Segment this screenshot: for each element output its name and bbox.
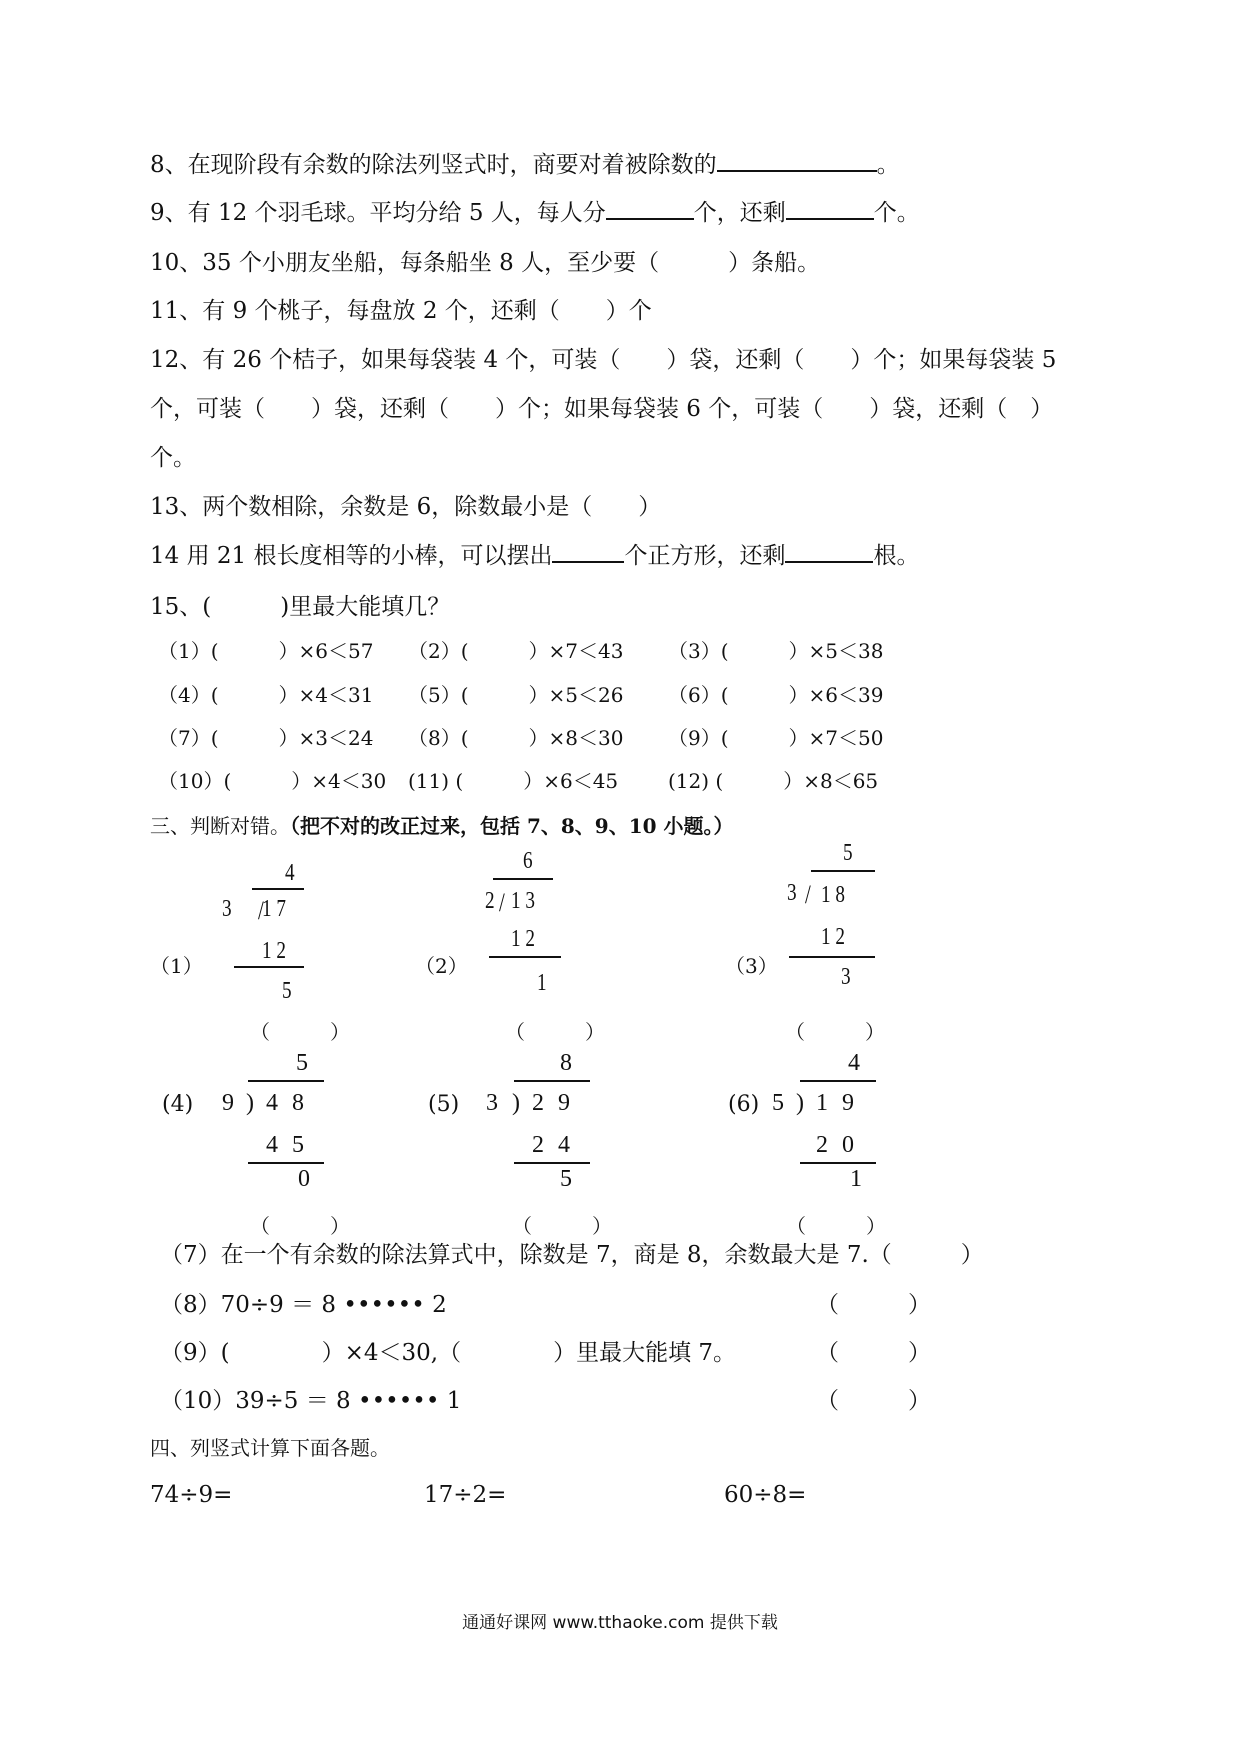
question-9: 9、有 12 个羽毛球。平均分给 5 人，每人分 个，还剩 个。 [150,200,920,226]
answer-blank[interactable] [785,541,873,563]
q15-item: （5）( ）×5＜26 [408,683,624,707]
vertical-calc-item: 17÷2= [424,1482,507,1508]
question-12-line-3: 个。 [150,445,196,471]
question-8: 8、在现阶段有余数的除法列竖式时，商要对着被除数的 。 [150,152,900,178]
long-division-3: （3） 5 3 / 1 8 1 2 3 （ ） [725,840,885,1044]
q15-item: （1）( ）×6＜57 [158,639,374,663]
question-13: 13、两个数相除，余数是 6，除数最小是（ ） [150,494,662,520]
division-4: 5 (4) 9 ) 4 8 4 5 0 （ ） [162,1050,350,1238]
question-14: 14 用 21 根长度相等的小棒，可以摆出 个正方形，还剩 根。 [150,543,920,569]
answer-blank[interactable] [717,150,877,172]
answer-blank[interactable] [786,198,874,220]
q15-item: （6）( ）×6＜39 [668,683,884,707]
judge-paren-10[interactable]: （ ） [816,1388,931,1414]
answer-blank[interactable] [606,198,694,220]
q15-item: （10）( ）×4＜30 [158,769,387,793]
vertical-calc-item: 60÷8= [724,1482,807,1508]
division-6: 4 (6) 5 ) 1 9 2 0 1 （ ） [728,1050,886,1238]
long-division-2: （2） 6 2 / 1 3 1 2 1 （ ） [415,848,605,1044]
question-12-line-1: 12、有 26 个桔子，如果每袋装 4 个，可装（ ）袋，还剩（ ）个；如果每袋装 5 [150,347,1057,373]
judge-question-10: （10）39÷5 ＝ 8 •••••• 1 [160,1388,462,1414]
question-10: 10、35 个小朋友坐船，每条船坐 8 人，至少要（ ）条船。 [150,250,821,276]
judge-question-9: （9）( ）×4＜30,（ ）里最大能填 7。 [160,1340,737,1366]
judge-paren-8[interactable]: （ ） [816,1292,931,1318]
long-division-1: （1） 4 3 / 1 7 1 2 5 （ ） [150,860,350,1044]
judge-question-7: （7）在一个有余数的除法算式中，除数是 7，商是 8，余数最大是 7.（ ） [160,1242,984,1268]
q15-item: (11) ( ）×6＜45 [408,769,619,793]
q15-item: (12) ( ）×8＜65 [668,769,879,793]
vertical-calc-item: 74÷9= [150,1482,233,1508]
question-12-line-2: 个，可装（ ）袋，还剩（ ）个；如果每袋装 6 个，可装（ ）袋，还剩（ ） [150,396,1054,422]
q15-item: （8）( ）×8＜30 [408,726,624,750]
q15-item: （4）( ）×4＜31 [158,683,374,707]
q15-item: （9）( ）×7＜50 [668,726,884,750]
judge-question-8: （8）70÷9 ＝ 8 •••••• 2 [160,1292,447,1318]
footer: 通通好课网 www.tthaoke.com 提供下载 [462,1613,778,1633]
question-11: 11、有 9 个桃子，每盘放 2 个，还剩（ ）个 [150,298,652,324]
section-three-heading: 三、判断对错。（把不对的改正过来，包括 7、8、9、10 小题。） [150,814,734,838]
q15-item: （3）( ）×5＜38 [668,639,884,663]
answer-blank[interactable] [552,541,624,563]
q15-item: （2）( ）×7＜43 [408,639,624,663]
division-5: 8 (5) 3 ) 2 9 2 4 5 （ ） [428,1050,612,1238]
section-four-heading: 四、列竖式计算下面各题。 [150,1436,390,1460]
question-15-title: 15、( )里最大能填几？ [150,594,451,620]
q15-item: （7）( ）×3＜24 [158,726,374,750]
judge-paren-9[interactable]: （ ） [816,1340,931,1366]
